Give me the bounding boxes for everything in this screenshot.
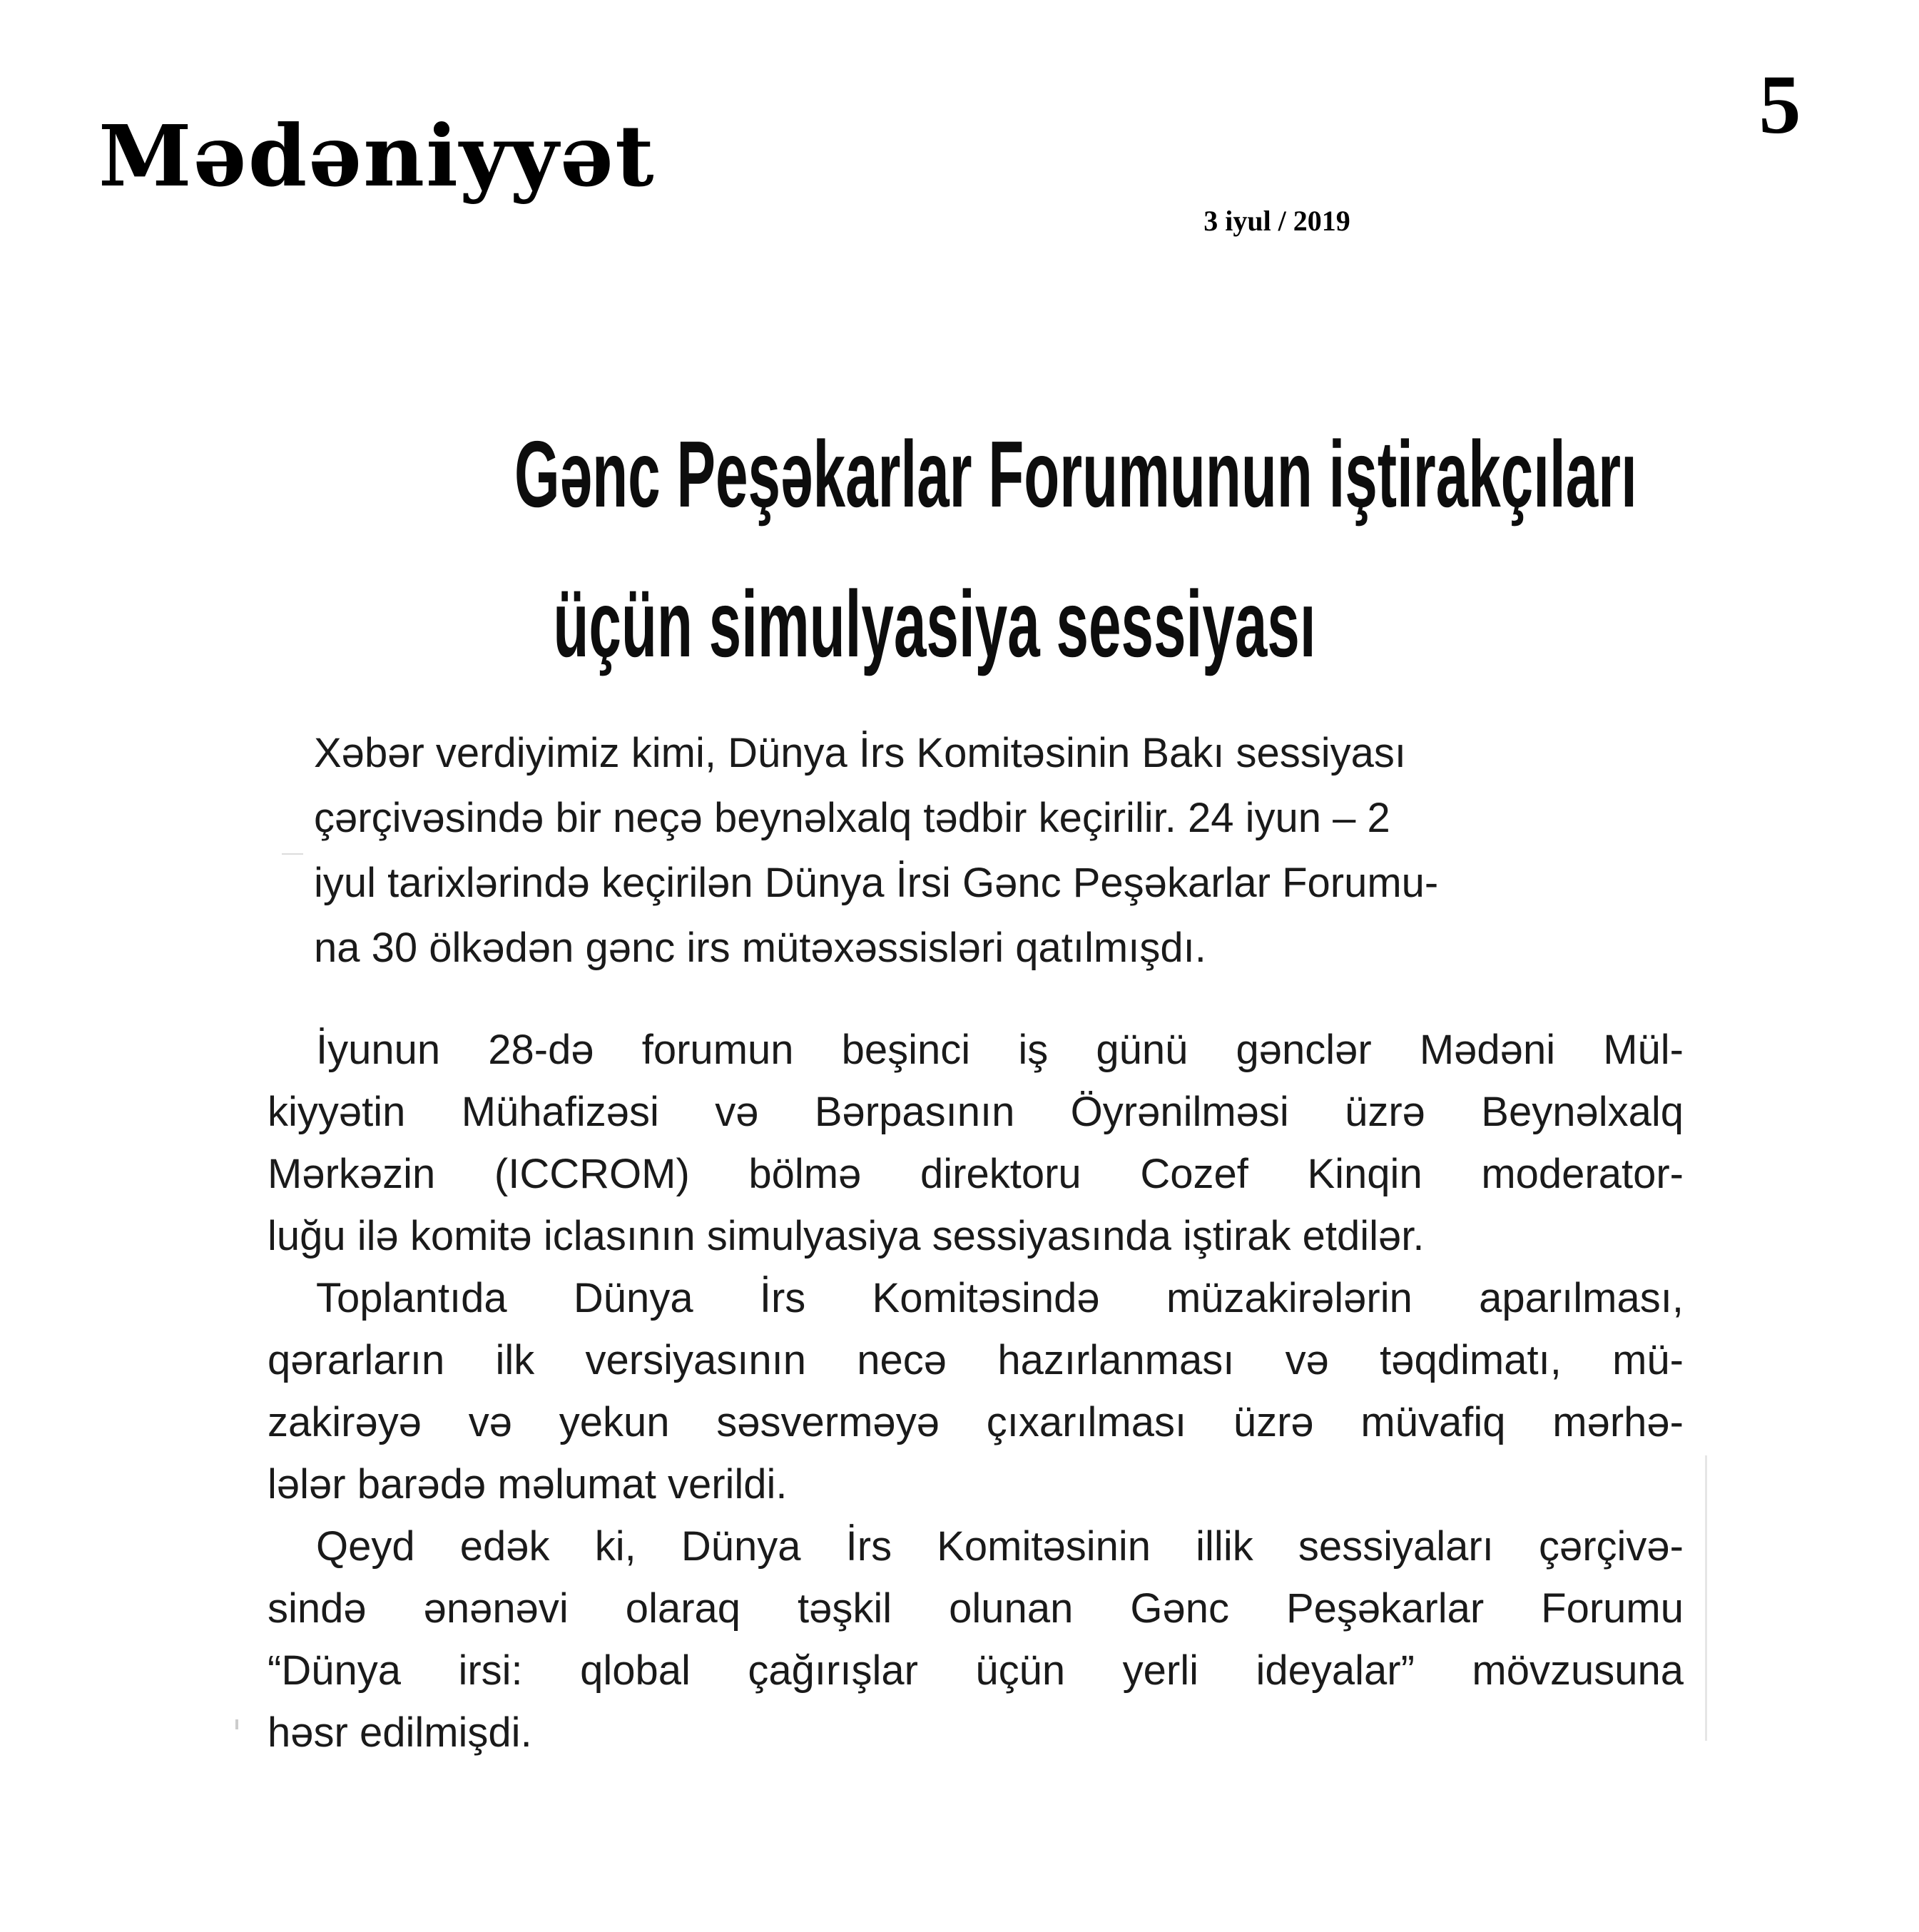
article-paragraph-1 <box>268 1019 1684 1267</box>
article-headline <box>257 400 1637 699</box>
lead-line: Xəbər verdiyimiz kimi, Dünya İrs Komitəsinin Bakı sessiyası <box>314 730 1407 776</box>
paragraph-line: sində ənənəvi olaraq təşkil olunan Gənc Peşəkarlar Forumu <box>268 1585 1684 1632</box>
issue-date: 3 iyul / 2019 <box>1203 205 1350 237</box>
lead-line: na 30 ölkədən gənc irs mütəxəssisləri qatılmışdı. <box>314 925 1206 971</box>
lead-line: çərçivəsində bir neçə beynəlxalq tədbir keçirilir. 24 iyun – 2 <box>314 795 1390 841</box>
paragraph-line: İyunun 28-də forumun beşinci iş günü gənclər Mədəni Mül- <box>316 1027 1684 1073</box>
article-paragraph-3 <box>268 1515 1684 1764</box>
headline-line: Gənc Peşəkarlar Forumunun iştirakçıları <box>514 422 1637 527</box>
paragraph-line: Qeyd edək ki, Dünya İrs Komitəsinin illik sessiyaları çərçivə- <box>316 1523 1684 1570</box>
article-lead <box>314 721 1676 980</box>
paragraph-line: kiyyətin Mühafizəsi və Bərpasının Öyrənilməsi üzrə Beynəlxalq <box>268 1089 1684 1135</box>
paragraph-line: luğu ilə komitə iclasının simulyasiya sessiyasında iştirak etdilər. <box>268 1213 1425 1259</box>
page-number: 5 <box>1758 58 1801 151</box>
paragraph-line: Mərkəzin (ICCROM) bölmə direktoru Cozef Kinqin moderator- <box>268 1151 1684 1197</box>
paragraph-line: “Dünya irsi: qlobal çağırışlar üçün yerli ideyalar” mövzusuna <box>268 1647 1684 1694</box>
section-title: Mədəniyyət <box>98 106 656 205</box>
paragraph-line: Toplantıda Dünya İrs Komitəsində müzakirələrin aparılması, <box>316 1275 1684 1321</box>
scan-artifact <box>235 1719 238 1729</box>
article-paragraph-2 <box>268 1267 1684 1515</box>
lead-line: iyul tarixlərində keçirilən Dünya İrsi Gənc Peşəkarlar Forumu- <box>314 860 1439 906</box>
paragraph-line: qərarların ilk versiyasının necə hazırlanması və təqdimatı, mü- <box>268 1337 1684 1383</box>
scan-artifact <box>1705 1455 1707 1741</box>
paragraph-line: lələr barədə məlumat verildi. <box>268 1461 788 1508</box>
scan-artifact <box>282 853 303 855</box>
paragraph-line: zakirəyə və yekun səsverməyə çıxarılması üzrə müvafiq mərhə- <box>268 1399 1684 1445</box>
headline-line: üçün simulyasiya sessiyası <box>553 571 1316 676</box>
paragraph-line: həsr edilmişdi. <box>268 1709 532 1756</box>
